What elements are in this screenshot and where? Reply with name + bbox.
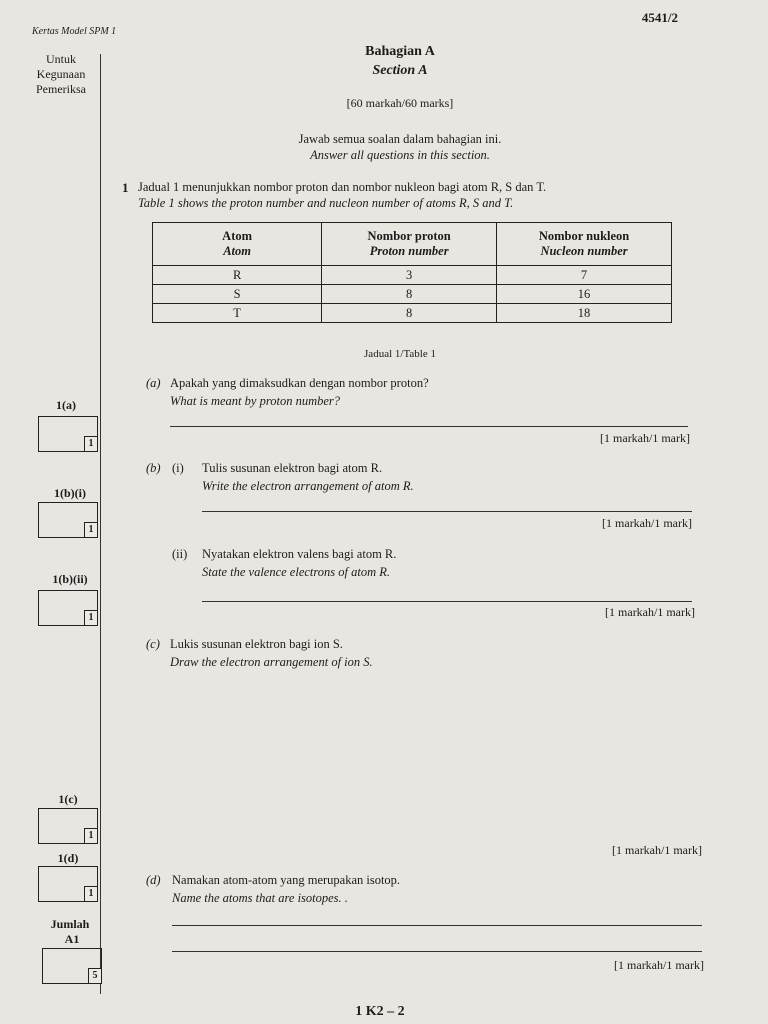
- table-header-cell: Atom Atom: [153, 223, 322, 266]
- answer-line[interactable]: [172, 925, 702, 926]
- section-title-ms: Bahagian A: [365, 44, 435, 59]
- part-a-label: (a): [146, 376, 161, 390]
- mark-box-1bii[interactable]: [38, 590, 98, 626]
- max-score: 5: [88, 968, 102, 984]
- mark-box-1c[interactable]: [38, 808, 98, 844]
- part-c-marks: [1 markah/1 mark]: [612, 843, 702, 857]
- margin-label-1c: 1(c): [58, 792, 78, 806]
- answer-line[interactable]: [202, 601, 692, 602]
- part-b-label: (b): [146, 461, 161, 475]
- part-d-ms: Namakan atom-atom yang merupakan isotop.: [172, 873, 401, 887]
- table-header-cell: Nombor nukleon Nucleon number: [497, 223, 672, 266]
- answer-line[interactable]: [172, 951, 702, 952]
- part-d-label: (d): [146, 873, 161, 887]
- section-marks: [60 markah/60 marks]: [346, 96, 454, 110]
- part-a-marks: [1 markah/1 mark]: [600, 431, 690, 445]
- answer-line[interactable]: [170, 426, 688, 427]
- part-b-i-en: Write the electron arrangement of atom R.: [202, 479, 414, 493]
- part-b-i-ms: Tulis susunan elektron bagi atom R.: [202, 461, 383, 475]
- paper-model: Kertas Model SPM 1: [32, 26, 117, 37]
- table-caption: Jadual 1/Table 1: [364, 348, 436, 360]
- table-header-row: [153, 223, 672, 266]
- mark-box-1d[interactable]: [38, 866, 98, 902]
- part-d-en: Name the atoms that are isotopes. .: [172, 891, 348, 905]
- section-title-en: Section A: [372, 63, 428, 78]
- margin-label-1a: 1(a): [56, 398, 76, 412]
- part-b-ii-marks: [1 markah/1 mark]: [605, 605, 695, 619]
- question-stem-en: Table 1 shows the proton number and nucleon number of atoms R, S and T.: [138, 196, 514, 210]
- part-a-ms: Apakah yang dimaksudkan dengan nombor proton?: [170, 376, 429, 390]
- part-b-ii-en: State the valence electrons of atom R.: [202, 565, 391, 579]
- part-c-ms: Lukis susunan elektron bagi ion S.: [170, 637, 343, 651]
- table-row: T 8 18: [153, 304, 672, 323]
- part-c-en: Draw the electron arrangement of ion S.: [170, 655, 373, 669]
- part-d-marks: [1 markah/1 mark]: [614, 958, 704, 972]
- mark-box-total[interactable]: [42, 948, 102, 984]
- drawing-area[interactable]: [170, 676, 690, 836]
- answer-line[interactable]: [202, 511, 692, 512]
- page-number: 1 K2 – 2: [355, 1004, 405, 1019]
- instruction-ms: Jawab semua soalan dalam bahagian ini.: [298, 132, 502, 146]
- part-b-ii-ms: Nyatakan elektron valens bagi atom R.: [202, 547, 397, 561]
- part-c-label: (c): [146, 637, 160, 651]
- table-header-cell: Nombor proton Proton number: [322, 223, 497, 266]
- examiner-use-label: Untuk Kegunaan Pemeriksa: [36, 52, 86, 96]
- mark-box-1a[interactable]: [38, 416, 98, 452]
- margin-divider: [100, 54, 101, 994]
- table-row: R 3 7: [153, 266, 672, 285]
- margin-label-total-section: A1: [64, 932, 80, 946]
- instruction-en: Answer all questions in this section.: [310, 148, 490, 162]
- part-b-ii-label: (ii): [172, 547, 188, 561]
- margin-label-total: Jumlah: [50, 917, 90, 931]
- max-score: 1: [84, 522, 98, 538]
- margin-label-1bii: 1(b)(ii): [52, 572, 88, 586]
- max-score: 1: [84, 436, 98, 452]
- data-table: [152, 222, 672, 323]
- max-score: 1: [84, 610, 98, 626]
- mark-box-1bi[interactable]: [38, 502, 98, 538]
- question-number: 1: [122, 180, 129, 195]
- part-b-i-label: (i): [172, 461, 184, 475]
- margin-label-1d: 1(d): [57, 851, 79, 865]
- question-stem-ms: Jadual 1 menunjukkan nombor proton dan nombor nukleon bagi atom R, S dan T.: [138, 180, 547, 194]
- max-score: 1: [84, 886, 98, 902]
- margin-label-1bi: 1(b)(i): [54, 486, 86, 500]
- part-a-en: What is meant by proton number?: [170, 394, 341, 408]
- table-row: S 8 16: [153, 285, 672, 304]
- max-score: 1: [84, 828, 98, 844]
- part-b-i-marks: [1 markah/1 mark]: [602, 516, 692, 530]
- paper-code: 4541/2: [641, 10, 678, 25]
